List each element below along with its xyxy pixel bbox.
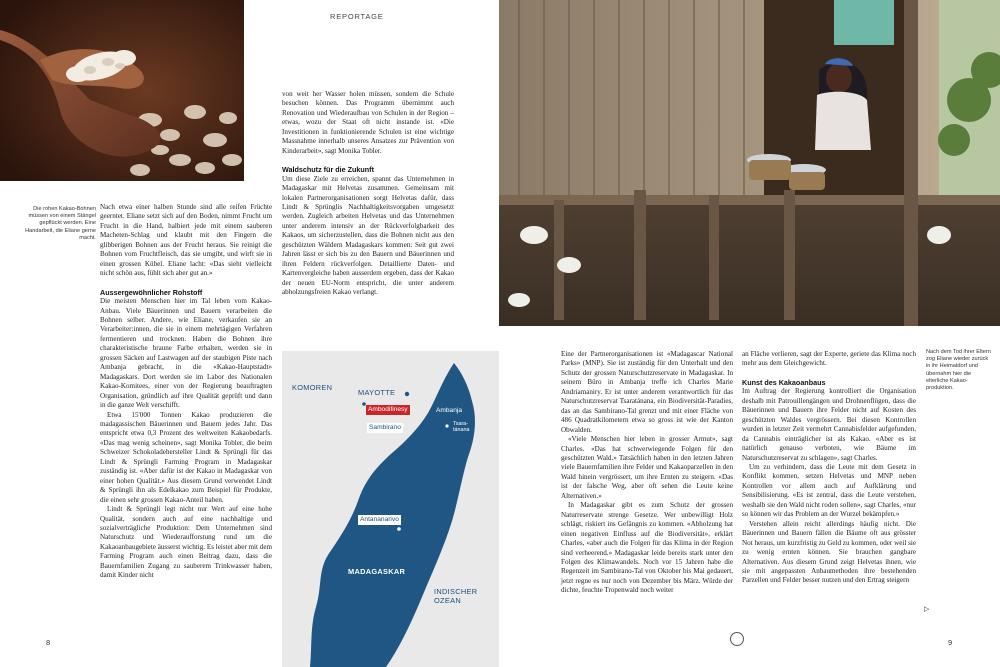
text-column-2 [282, 90, 454, 298]
paragraph: Verstehen allein reicht allerdings häufig nicht. Die Bäuerinnen und Bauern fällen die Bäume oft aus grösster Not heraus, um kurzfristig zu Geld zu kommen, oder weil sie zu wenig ernten können. Sie brauchen gangbare Alternativen. Aus diesem Grund zeigt Helvetas ihnen, wie sie mit angepassten Anbaumethoden ihre bestehenden Parzellen und Felder besser nutzen und den Ertrag steigern [742, 519, 916, 585]
paragraph: Die meisten Menschen hier im Tal leben vom Kakao-Anbau. Viele Bäuerinnen und Bauern verarbeiten die Bohnen selber. Andere, wie Eliane, verkaufen sie an Verarbeiter:innen, die sie in einem mehrtägigen Verfahren fermentieren und trocknen. Haben die Bohnen ihre charakteristische braune Farbe erhalten, werden sie in grossen Säcken auf Lastwagen auf der staubigen Piste nach Ambanja gebracht, in die «Kakao-Hauptstadt» Madagaskars. Dort werden sie im Labor des Nationalen Kakao-Komitees, einer von der Regierung beauftragten Organisation, gründlich auf ihre Qualität geprüft und dann in die ganze Welt verschifft. [100, 297, 272, 410]
continue-arrow-icon: ▷ [924, 605, 930, 613]
paragraph: «Viele Menschen hier leben in grosser Armut», sagt Charles. «Das hat schwerwiegende Folgen für den geschützten Wald.» Tatsächlich haben in den letzten Jahren viele Bauernfamilien ihre Felder und Kakaoparzellen in den Wald hinein vergrössert, um ihre Ernten zu steigern. «Das ist der falsche Weg, aber oft sehen die Leute keine Alternativen.» [561, 435, 733, 500]
map-label-mayotte: MAYOTTE [358, 388, 396, 397]
eliane-house-photo [499, 0, 1000, 326]
map-label-sambirano: Sambirano [369, 424, 401, 431]
text-column-1 [100, 203, 272, 581]
map-label-madagaskar: MADAGASKAR [348, 567, 406, 576]
section-header: REPORTAGE [330, 12, 384, 21]
map-label-tsaratanana: Tsara-tánana [453, 421, 470, 434]
map-label-ocean: INDISCHER OZEAN [434, 587, 478, 605]
page-number-right: 9 [948, 638, 953, 647]
map-label-antananarivo: Antananarivo [360, 516, 399, 523]
subheading: Aussergewöhnlicher Rohstoff [100, 287, 203, 297]
text-column-4 [742, 350, 916, 586]
page-number-left: 8 [46, 638, 51, 647]
paragraph: Eine der Partnerorganisationen ist «Madagascar National Parks» (MNP). Sie ist zuständig für den Unterhalt und den Schutz der grossen Naturschutzreservate in Madagaskar. In seinem Büro in Ambanja treffe ich Charles Marie Andriamaniry. Er ist unter anderem verantwortlich für das Naturschutzreservat Tsaratánana, ein Biodiversität-Paradies, das an das Sambirano-Tal grenzt und mit einer Fläche von 486 Quadratkilometern etwa so gross ist wie der Kanton Obwalden. [561, 350, 733, 434]
caption-cacao-beans: Die rohen Kakao-Bohnen müssen von einem Stängel gepflückt werden. Eine Handarbeit, die Eliane gerne macht. [25, 206, 96, 241]
paragraph: Um zu verhindern, dass die Leute mit dem Gesetz in Konflikt kommen, setzen Helvetas und MNP neben Kontrollen vor allem auch auf Aufklärung und Sensibilisierung. «Es ist zentral, dass die Leute verstehen, weshalb sie den Wald nicht roden sollen», sagt Charles, «nur so können wir das Problem an der Wurzel bekämpfen.» [742, 462, 916, 519]
caption-eliane-home: Nach dem Tod ihrer Eltern zog Eliane wieder zurück in ihr Heimatdorf und übernahm hier die elterliche Kakao-produktion. [926, 349, 991, 392]
map-label-komoren: KOMOREN [292, 383, 333, 392]
paragraph: von weit her Wasser holen müssen, sondern die Schule besuchen können. Das Programm übernimmt auch Renovation und Wiederaufbau von Schulen in der Region – etwas, wozu der Staat oft nicht instande ist. «Die Investitionen in funktionierende Schulen ist eine wichtige Massnahme innerhalb unseres Ansatzes zur Prävention von Kinderarbeit», sagt Monika Tobler. [282, 90, 454, 155]
cacao-beans-photo [0, 0, 244, 181]
paragraph: Etwa 15'000 Tonnen Kakao produzieren die madagassischen Bäuerinnen und Bauern jedes Jahr. Das entspricht etwa 0,3 Prozent des weltweiten Kakaobedarfs. «Das mag wenig scheinen», sagt Monika Tobler, die beim Schweizer Schokoladehersteller Lindt & Sprüngli für das Lindt & Sprüngli Farming Program in Madagaskar zuständig ist. «Aber dafür ist der Kakao in Madagaskar von einer hohen Qualität.» Aus diesem Grund verwendet Lindt & Sprüngli ihn als Edelkakao zum Beispiel für Produkte, die einen sehr grossen Kakao-Anteil haben. [100, 410, 272, 504]
map-label-ambanja: Ambanja [436, 407, 463, 414]
subheading: Kunst des Kakaoanbaus [742, 377, 826, 387]
paragraph: In Madagaskar gibt es zum Schutz der grossen Naturreservate strenge Gesetze. Wer unbewilligt Holz schlägt, riskiert ins Gefängnis zu kommen. «Abholzung hat einen negativen Einfluss auf die Biodiversität», erklärt Charles, «aber auch die Folgen für das Klima in der Region sind verheerend.» Madagaskar leide bereits stark unter den Folgen des Klimawandels. Noch vor 15 Jahren habe die Regenzeit im Sambirano-Tal von Oktober bis Mai gedauert, jetzt regne es nur noch von Dezember bis März. Würde der dichte, feuchte Tropenwald noch weiter [561, 501, 733, 595]
paragraph: an Fläche verlieren, sagt der Experte, geriete das Klima noch mehr aus dem Gleichgewicht. [742, 350, 916, 368]
subheading: Waldschutz für die Zukunft [282, 165, 374, 175]
logo-icon [730, 632, 744, 646]
text-column-3 [561, 350, 733, 596]
paragraph: Im Auftrag der Regierung kontrolliert die Organisation deshalb mit Patrouillengängen und Drohnenflügen, dass die Bäuerinnen und Bauern ihre Felder nicht auf Kosten des geschützten Waldes vergrössern. Bei diesen Kontrollen wurden in letzter Zeit vermehrt Cannabisfelder aufgefunden, da Cannabis einträglicher ist als Kakao. «Aber es ist natürlich genauso verboten, wie Bäume im Naturschutzreservat zu schlagen», sagt Charles. [742, 387, 916, 462]
map-label-ambodifinesy: Ambodifinesy [368, 406, 408, 413]
paragraph: Um diese Ziele zu erreichen, spannt das Unternehmen in Madagaskar mit Helvetas zusammen. Gemeinsam mit lokalen Partnerorganisationen sorgt Helvetas dafür, dass Lindt & Sprünglis Nachhaltigkeitsvorgaben umgesetzt werden. Zugleich arbeiten Helvetas und das Unternehmen unter anderem intensiv an der Rückverfolgbarkeit des Kakaos, um sicherzustellen, dass die Bohnen nicht aus den geschützten Wäldern Madagaskars kommen: Seit gut zwei Jahren lässt er sich bis zu den Bauern und Bäuerinnen und ihren Feldern rückverfolgen. Detaillierte Daten- und Kartenvergleiche haben ausserdem ergeben, dass der Kakao der neuen EU-Norm entspricht, die unter anderem abholzungsfreien Kakao verlangt. [282, 174, 454, 297]
paragraph: Nach etwa einer halben Stunde sind alle reifen Früchte geerntet. Eliane setzt sich auf den Boden, nimmt Frucht um Frucht in die Hand, halbiert jede mit einem sauberen Macheten-Schlag und klaubt mit den Fingern die glibberigen Bohnen aus der Frucht heraus. Sie reinigt die Bohnen vom Fruchtfleisch, das sie umgibt, und wirft sie in einen grossen Kübel. Eliane lacht: «Das sieht vielleicht nicht schön aus, fühlt sich aber gut an.» [100, 203, 272, 278]
madagascar-map [282, 351, 499, 667]
paragraph: Lindt & Sprüngli legt nicht nur Wert auf eine hohe Qualität, sondern auch auf eine nachhaltige und sozialverträgliche Produktion: Dem Unternehmen sind Naturschutz und Wiederaufforstung rund um die Kakaoanbaugebiete äusserst wichtig. Es leistet aber mit dem Farming Program auch einen Beitrag dazu, dass die Bauernfamilien Zugang zu sauberem Trinkwasser haben, damit Kinder nicht [100, 505, 272, 580]
